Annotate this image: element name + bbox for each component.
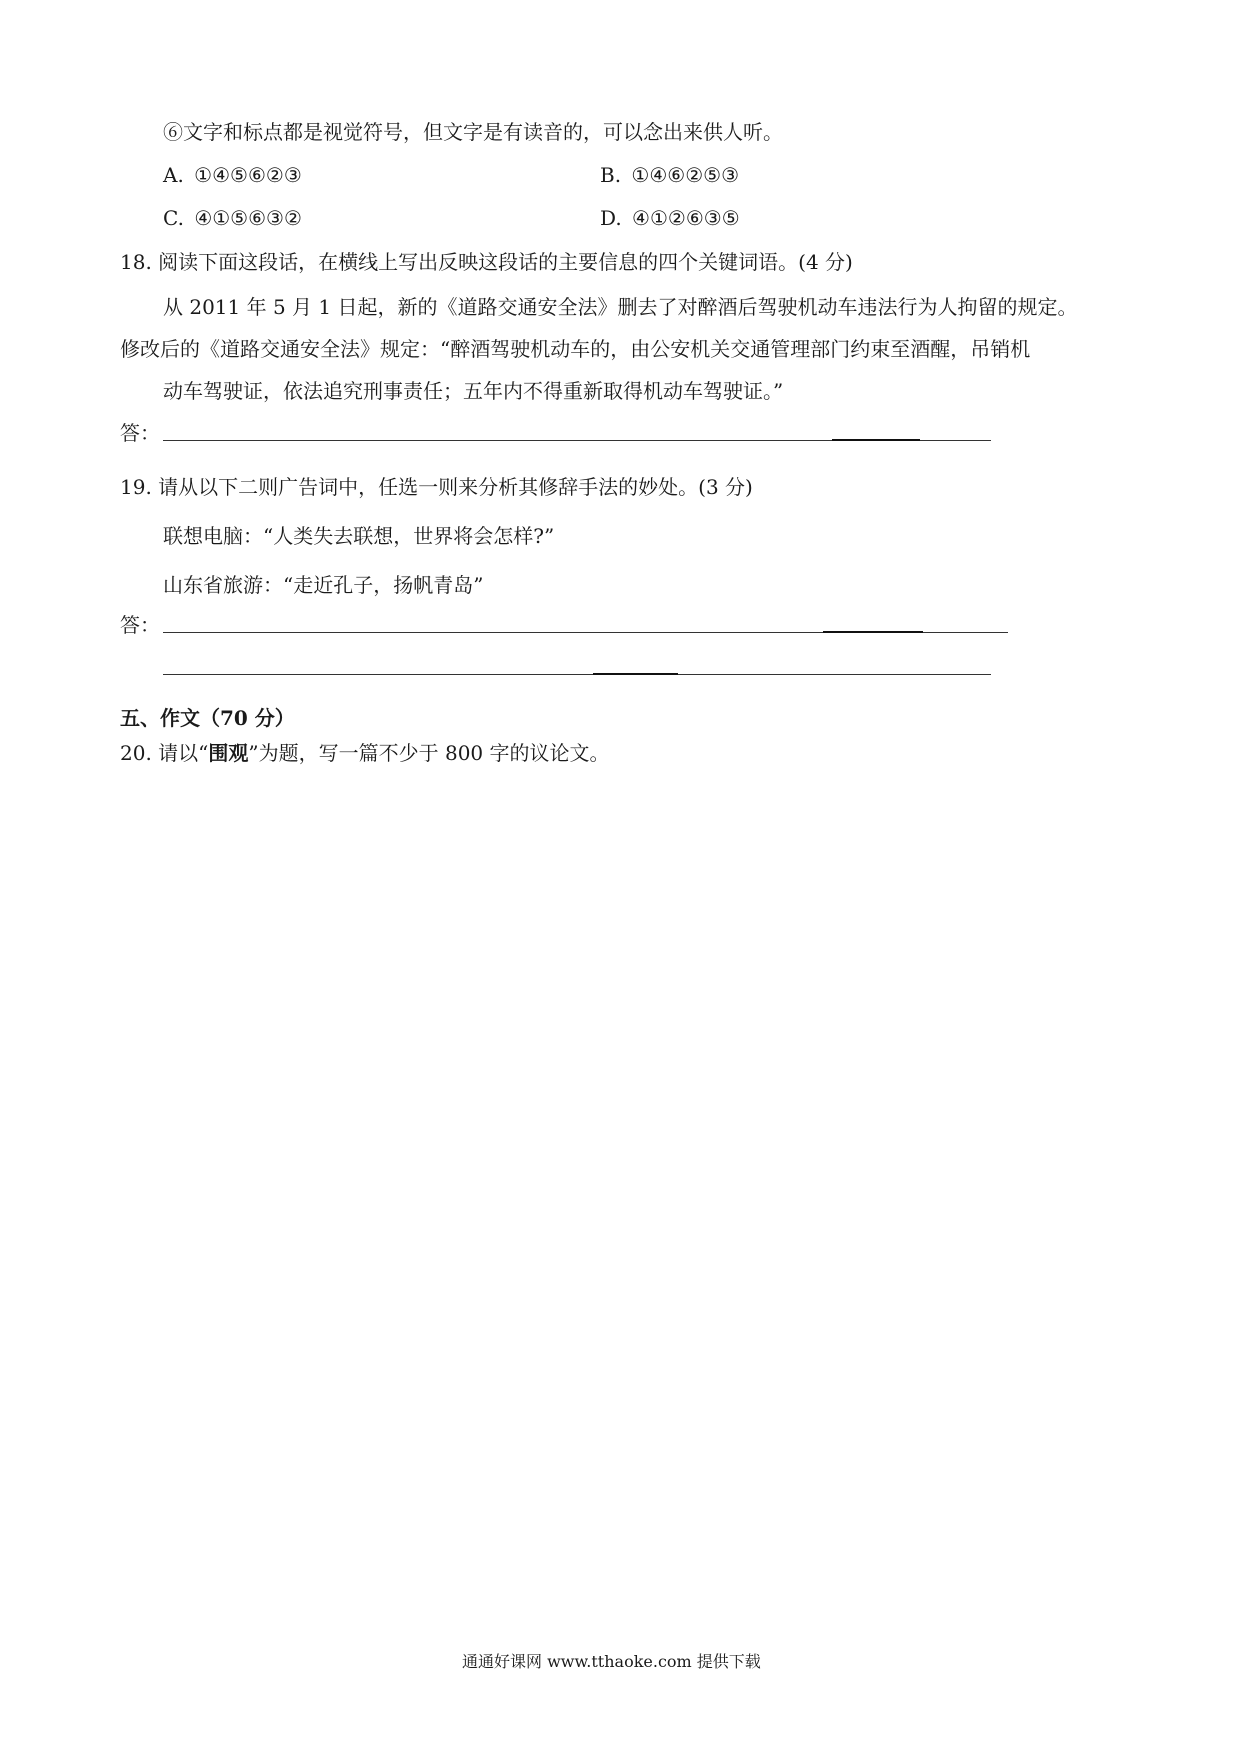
q18-passage-line-2: 修改后的《道路交通安全法》规定：“醉酒驾驶机动车的，由公安机关交通管理部门约束至酒醒，吊销机: [120, 337, 1031, 361]
q19-answer-line-2[interactable]: [163, 674, 991, 675]
option-d: [600, 206, 740, 230]
q18-passage-line-3: 动车驾驶证，依法追究刑事责任；五年内不得重新取得机动车驾驶证。”: [163, 379, 784, 403]
option-letter: B.: [600, 163, 622, 187]
q19-ad-shandong: 山东省旅游：“走近孔子，扬帆青岛”: [163, 573, 484, 597]
q19-question: 19. 请从以下二则广告词中，任选一则来分析其修辞手法的妙处。(3 分): [120, 475, 753, 499]
option-a: [163, 163, 302, 187]
option-b: [600, 163, 739, 187]
q19-ad-lenovo: 联想电脑：“人类失去联想，世界将会怎样?”: [163, 524, 555, 548]
section-5-heading: 五、作文（70 分）: [120, 706, 295, 730]
q20-prompt-prefix: 20. 请以“: [120, 741, 209, 765]
q19-answer-line-2-mark: [593, 673, 678, 675]
q18-passage-line-1: 从 2011 年 5 月 1 日起，新的《道路交通安全法》删去了对醉酒后驾驶机动车违法行为人拘留的规定。: [163, 295, 1078, 319]
q18-answer-line-mark: [832, 439, 920, 441]
option-value: ④①②⑥③⑤: [632, 206, 740, 230]
q18-question: 18. 阅读下面这段话，在横线上写出反映这段话的主要信息的四个关键词语。(4 分): [120, 250, 853, 274]
option-value: ①④⑤⑥②③: [194, 163, 302, 187]
option-value: ④①⑤⑥③②: [194, 206, 302, 230]
q17-item6: ⑥文字和标点都是视觉符号，但文字是有读音的，可以念出来供人听。: [163, 120, 783, 144]
option-value: ①④⑥②⑤③: [631, 163, 739, 187]
q18-answer-label: 答：: [120, 421, 160, 445]
option-letter: D.: [600, 206, 622, 230]
q20-essay-title: 围观: [208, 741, 249, 765]
q19-answer-label: 答：: [120, 613, 160, 637]
option-letter: C.: [163, 206, 184, 230]
q20-prompt: [120, 741, 610, 765]
q19-answer-line-1-mark: [823, 631, 923, 633]
page-footer: 通通好课网 www.tthaoke.com 提供下载: [462, 1652, 761, 1671]
q20-prompt-suffix: ”为题，写一篇不少于 800 字的议论文。: [248, 741, 610, 765]
option-letter: A.: [163, 163, 184, 187]
option-c: [163, 206, 302, 230]
